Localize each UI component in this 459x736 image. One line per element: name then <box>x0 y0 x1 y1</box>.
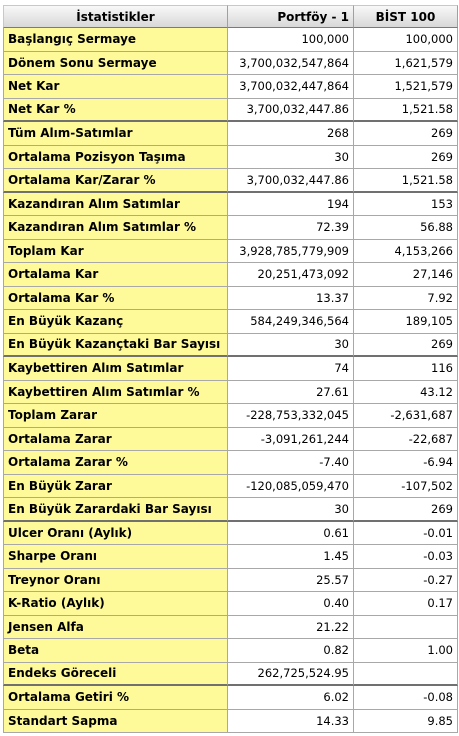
portfolio-value: 13.37 <box>228 287 354 311</box>
bist100-value: 7.92 <box>354 287 458 311</box>
table-row[interactable] <box>3 475 458 499</box>
bist100-value: 0.17 <box>354 592 458 616</box>
portfolio-value: 262,725,524.95 <box>228 663 354 687</box>
bist100-value: 1,521,579 <box>354 75 458 99</box>
table-row[interactable] <box>3 28 458 52</box>
table-row[interactable] <box>3 592 458 616</box>
bist100-value: 1,521.58 <box>354 169 458 193</box>
row-label: Standart Sapma <box>3 710 228 734</box>
bist100-value: 269 <box>354 122 458 146</box>
bist100-value: -2,631,687 <box>354 404 458 428</box>
row-label: Tüm Alım-Satımlar <box>3 122 228 146</box>
row-label: Ulcer Oranı (Aylık) <box>3 522 228 546</box>
table-row[interactable] <box>3 404 458 428</box>
portfolio-value: 0.82 <box>228 639 354 663</box>
table-row[interactable] <box>3 451 458 475</box>
row-label: Net Kar <box>3 75 228 99</box>
table-row[interactable] <box>3 310 458 334</box>
bist100-value: 100,000 <box>354 28 458 52</box>
row-label: En Büyük Zarar <box>3 475 228 499</box>
portfolio-value: 14.33 <box>228 710 354 734</box>
bist100-value: 27,146 <box>354 263 458 287</box>
row-label: Kaybettiren Alım Satımlar % <box>3 381 228 405</box>
row-label: Treynor Oranı <box>3 569 228 593</box>
grid-body <box>3 28 458 733</box>
table-row[interactable] <box>3 428 458 452</box>
table-row[interactable] <box>3 240 458 264</box>
table-row[interactable] <box>3 663 458 687</box>
bist100-value: 1,521.58 <box>354 99 458 123</box>
row-label: En Büyük Zarardaki Bar Sayısı <box>3 498 228 522</box>
portfolio-value: 584,249,346,564 <box>228 310 354 334</box>
bist100-value: 269 <box>354 334 458 358</box>
bist100-value: 56.88 <box>354 216 458 240</box>
portfolio-value: 100,000 <box>228 28 354 52</box>
table-row[interactable] <box>3 498 458 522</box>
table-row[interactable] <box>3 193 458 217</box>
bist100-value: 269 <box>354 146 458 170</box>
bist100-value: 9.85 <box>354 710 458 734</box>
row-label: Ortalama Kar/Zarar % <box>3 169 228 193</box>
bist100-value: 1.00 <box>354 639 458 663</box>
portfolio-value: 3,700,032,447.86 <box>228 169 354 193</box>
table-row[interactable] <box>3 569 458 593</box>
header-portfolio[interactable]: Portföy - 1 <box>228 5 354 28</box>
row-label: Ortalama Zarar <box>3 428 228 452</box>
bist100-value: 269 <box>354 498 458 522</box>
row-label: Ortalama Getiri % <box>3 686 228 710</box>
portfolio-value: 194 <box>228 193 354 217</box>
row-label: Kaybettiren Alım Satımlar <box>3 357 228 381</box>
table-row[interactable] <box>3 381 458 405</box>
table-row[interactable] <box>3 710 458 734</box>
row-label: Beta <box>3 639 228 663</box>
row-label: Toplam Kar <box>3 240 228 264</box>
bist100-value: -0.01 <box>354 522 458 546</box>
row-label: Ortalama Zarar % <box>3 451 228 475</box>
table-row[interactable] <box>3 52 458 76</box>
portfolio-value: 268 <box>228 122 354 146</box>
table-row[interactable] <box>3 263 458 287</box>
row-label: Net Kar % <box>3 99 228 123</box>
bist100-value: 153 <box>354 193 458 217</box>
portfolio-value: 6.02 <box>228 686 354 710</box>
table-row[interactable] <box>3 334 458 358</box>
row-label: Toplam Zarar <box>3 404 228 428</box>
portfolio-value: -3,091,261,244 <box>228 428 354 452</box>
portfolio-value: 3,928,785,779,909 <box>228 240 354 264</box>
table-row[interactable] <box>3 169 458 193</box>
table-row[interactable] <box>3 287 458 311</box>
table-row[interactable] <box>3 545 458 569</box>
bist100-value <box>354 616 458 640</box>
bist100-value: -22,687 <box>354 428 458 452</box>
table-row[interactable] <box>3 686 458 710</box>
header-statistics[interactable]: İstatistikler <box>3 5 228 28</box>
row-label: Kazandıran Alım Satımlar <box>3 193 228 217</box>
row-label: En Büyük Kazanç <box>3 310 228 334</box>
portfolio-value: 0.40 <box>228 592 354 616</box>
bist100-value: -6.94 <box>354 451 458 475</box>
row-label: Ortalama Pozisyon Taşıma <box>3 146 228 170</box>
row-label: Ortalama Kar <box>3 263 228 287</box>
row-label: Başlangıç Sermaye <box>3 28 228 52</box>
bist100-value <box>354 663 458 687</box>
portfolio-value: 30 <box>228 334 354 358</box>
row-label: En Büyük Kazançtaki Bar Sayısı <box>3 334 228 358</box>
table-row[interactable] <box>3 122 458 146</box>
table-row[interactable] <box>3 146 458 170</box>
portfolio-value: 72.39 <box>228 216 354 240</box>
portfolio-value: 3,700,032,447.86 <box>228 99 354 123</box>
row-label: Ortalama Kar % <box>3 287 228 311</box>
bist100-value: -107,502 <box>354 475 458 499</box>
portfolio-value: 1.45 <box>228 545 354 569</box>
table-row[interactable] <box>3 75 458 99</box>
portfolio-value: 74 <box>228 357 354 381</box>
portfolio-value: -7.40 <box>228 451 354 475</box>
portfolio-value: 3,700,032,547,864 <box>228 52 354 76</box>
bist100-value: -0.27 <box>354 569 458 593</box>
table-row[interactable] <box>3 357 458 381</box>
header-bist100[interactable]: BİST 100 <box>354 5 458 28</box>
statistics-grid <box>3 5 458 733</box>
bist100-value: -0.03 <box>354 545 458 569</box>
table-row[interactable] <box>3 99 458 123</box>
bist100-value: 116 <box>354 357 458 381</box>
bist100-value: -0.08 <box>354 686 458 710</box>
table-row[interactable] <box>3 216 458 240</box>
row-label: Kazandıran Alım Satımlar % <box>3 216 228 240</box>
bist100-value: 189,105 <box>354 310 458 334</box>
portfolio-value: 27.61 <box>228 381 354 405</box>
row-label: Endeks Göreceli <box>3 663 228 687</box>
table-row[interactable] <box>3 522 458 546</box>
grid-header <box>3 5 458 28</box>
bist100-value: 43.12 <box>354 381 458 405</box>
row-label: K-Ratio (Aylık) <box>3 592 228 616</box>
bist100-value: 1,621,579 <box>354 52 458 76</box>
portfolio-value: -228,753,332,045 <box>228 404 354 428</box>
table-row[interactable] <box>3 639 458 663</box>
bist100-value: 4,153,266 <box>354 240 458 264</box>
row-label: Dönem Sonu Sermaye <box>3 52 228 76</box>
portfolio-value: 30 <box>228 498 354 522</box>
portfolio-value: 0.61 <box>228 522 354 546</box>
portfolio-value: 30 <box>228 146 354 170</box>
table-row[interactable] <box>3 616 458 640</box>
row-label: Jensen Alfa <box>3 616 228 640</box>
portfolio-value: -120,085,059,470 <box>228 475 354 499</box>
row-label: Sharpe Oranı <box>3 545 228 569</box>
portfolio-value: 21.22 <box>228 616 354 640</box>
portfolio-value: 25.57 <box>228 569 354 593</box>
portfolio-value: 20,251,473,092 <box>228 263 354 287</box>
portfolio-value: 3,700,032,447,864 <box>228 75 354 99</box>
